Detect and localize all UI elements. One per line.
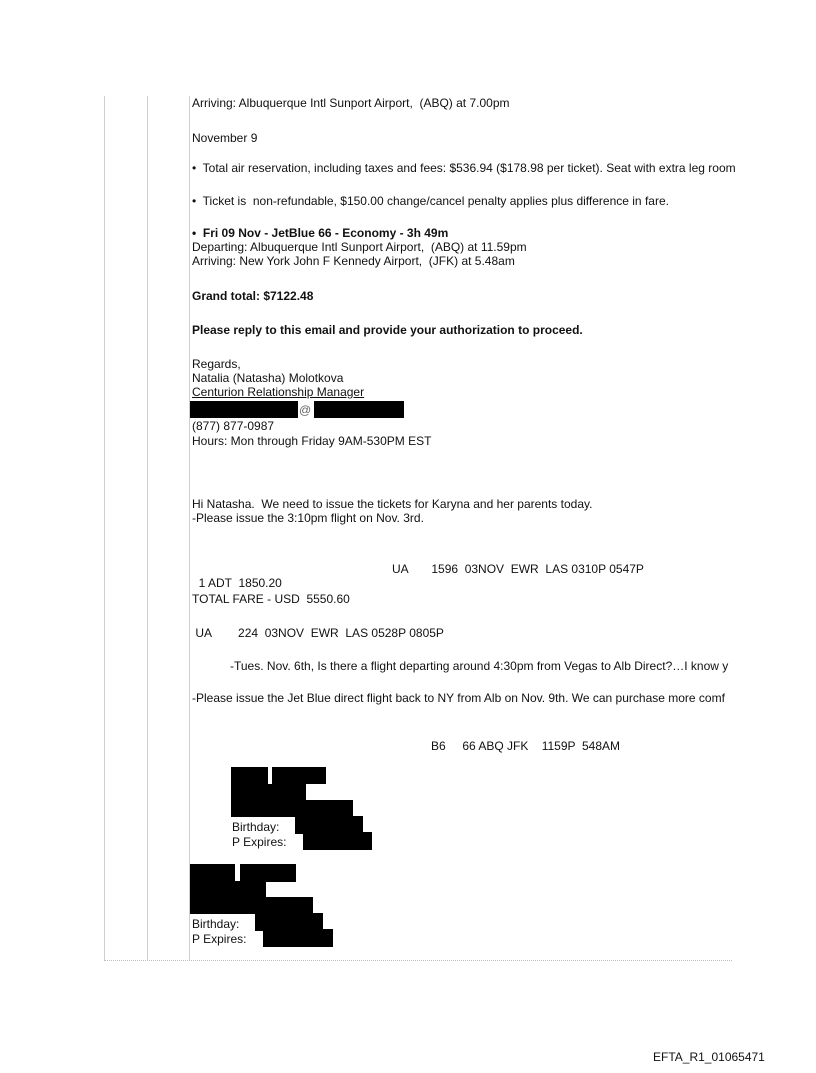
table-border-inner	[147, 96, 148, 961]
grand-total: Grand total: $7122.48	[192, 289, 314, 303]
tues-question: -Tues. Nov. 6th, Is there a flight departing around 4:30pm from Vegas to Alb Direct?…I know y	[230, 659, 729, 673]
redaction-passenger1-c	[231, 784, 306, 801]
authorization-request: Please reply to this email and provide your authorization to proceed.	[192, 323, 583, 337]
redaction-email-domain	[314, 401, 404, 418]
redaction-passport-2	[263, 929, 333, 947]
bullet-flight-heading: • Fri 09 Nov - JetBlue 66 - Economy - 3h 49m	[192, 226, 449, 240]
redaction-passenger2-b	[240, 864, 296, 882]
fare-adt: 1 ADT 1850.20	[192, 576, 282, 590]
signer-name: Natalia (Natasha) Molotkova	[192, 371, 344, 385]
email-at-sign: @	[299, 403, 312, 417]
redaction-passenger1-d	[231, 800, 353, 817]
table-border-left	[104, 96, 105, 961]
hours-line: Hours: Mon through Friday 9AM-530PM EST	[192, 434, 432, 448]
birthday-label-2: Birthday:	[192, 917, 240, 931]
flight-ua1596: UA 1596 03NOV EWR LAS 0310P 0547P	[392, 562, 644, 576]
bullet-total-reservation: • Total air reservation, including taxes and fees: $536.94 ($178.98 per ticket). Seat with extra leg room	[192, 161, 736, 175]
date-line: November 9	[192, 131, 258, 145]
passport-expires-label-1: P Expires:	[232, 835, 287, 849]
total-fare: TOTAL FARE - USD 5550.60	[192, 592, 350, 606]
issue-310-line: -Please issue the 3:10pm flight on Nov. 3rd.	[192, 511, 424, 525]
redaction-passenger2-c	[190, 881, 266, 898]
redaction-passenger1-b	[272, 767, 326, 784]
passport-expires-label-2: P Expires:	[192, 932, 247, 946]
redaction-passenger1-a	[231, 767, 268, 784]
redaction-email-user	[190, 401, 298, 418]
redaction-passport-1	[303, 832, 372, 850]
signer-title: Centurion Relationship Manager	[192, 385, 365, 399]
arriving-jfk-line: Arriving: New York John F Kennedy Airport, (JFK) at 5.48am	[192, 254, 515, 268]
flight-b6: B6 66 ABQ JFK 1159P 548AM	[431, 739, 620, 753]
redaction-passenger2-d	[190, 897, 313, 914]
jetblue-issue-line: -Please issue the Jet Blue direct flight back to NY from Alb on Nov. 9th. We can purchase more comf	[192, 691, 725, 705]
regards-line: Regards,	[192, 357, 241, 371]
document-id: EFTA_R1_01065471	[653, 1050, 765, 1064]
arriving-abq-line: Arriving: Albuquerque Intl Sunport Airport, (ABQ) at 7.00pm	[192, 96, 510, 110]
flight-ua224: UA 224 03NOV EWR LAS 0528P 0805P	[192, 626, 444, 640]
table-border-bottom	[104, 960, 732, 961]
bullet-ticket-penalty: • Ticket is non-refundable, $150.00 change/cancel penalty applies plus difference in fare.	[192, 194, 669, 208]
greeting-line: Hi Natasha. We need to issue the tickets for Karyna and her parents today.	[192, 497, 593, 511]
birthday-label-1: Birthday:	[232, 820, 280, 834]
phone-number: (877) 877-0987	[192, 419, 275, 433]
departing-abq-line: Departing: Albuquerque Intl Sunport Airport, (ABQ) at 11.59pm	[192, 240, 527, 254]
redaction-passenger2-a	[190, 864, 235, 882]
table-border-content	[189, 96, 190, 961]
